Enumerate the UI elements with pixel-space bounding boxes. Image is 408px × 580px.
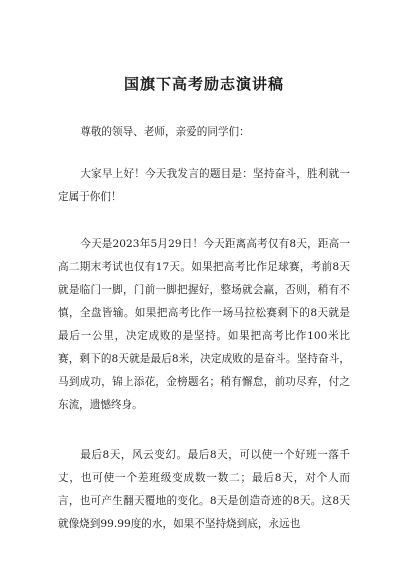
paragraph-body-2: 最后8天，风云变幻。最后8天，可以使一个好班一落千丈，也可使一个差班级变成数一数二；最后8天，对个人而言，也可产生翻天覆地的变化。8天是创造奇迹的8天。这8天就像烧到99.99度的水，如果不坚持烧到底，永远也 — [58, 449, 350, 530]
paragraph-body-1: 今天是2023年5月29日！今天距离高考仅有8天，距高一高二期末考试也仅有17天。如果把高考比作足球赛，考前8天就是临门一脚，门前一脚把握好，整场就会赢，否则，稍有不慎，全盘皆输。如果把高考比作一场马拉松赛剩下的8天就是最后一公里，决定成败的是坚持。如果把高考比作100米比赛，剩下的8天就是最后8米，决定成败的是奋斗。坚持奋斗，马到成功，锦上添花，金榜题名；稍有懈怠，前功尽弃，付之东流，遗憾终身。 — [58, 238, 350, 411]
page-title: 国旗下高考励志演讲稿 — [123, 75, 284, 93]
paragraph-greeting: 大家早上好！今天我发言的题目是：坚持奋斗，胜利就一定属于你们！ — [58, 168, 350, 203]
paragraph-salutation: 尊敬的领导、老师，亲爱的同学们： — [80, 126, 250, 138]
